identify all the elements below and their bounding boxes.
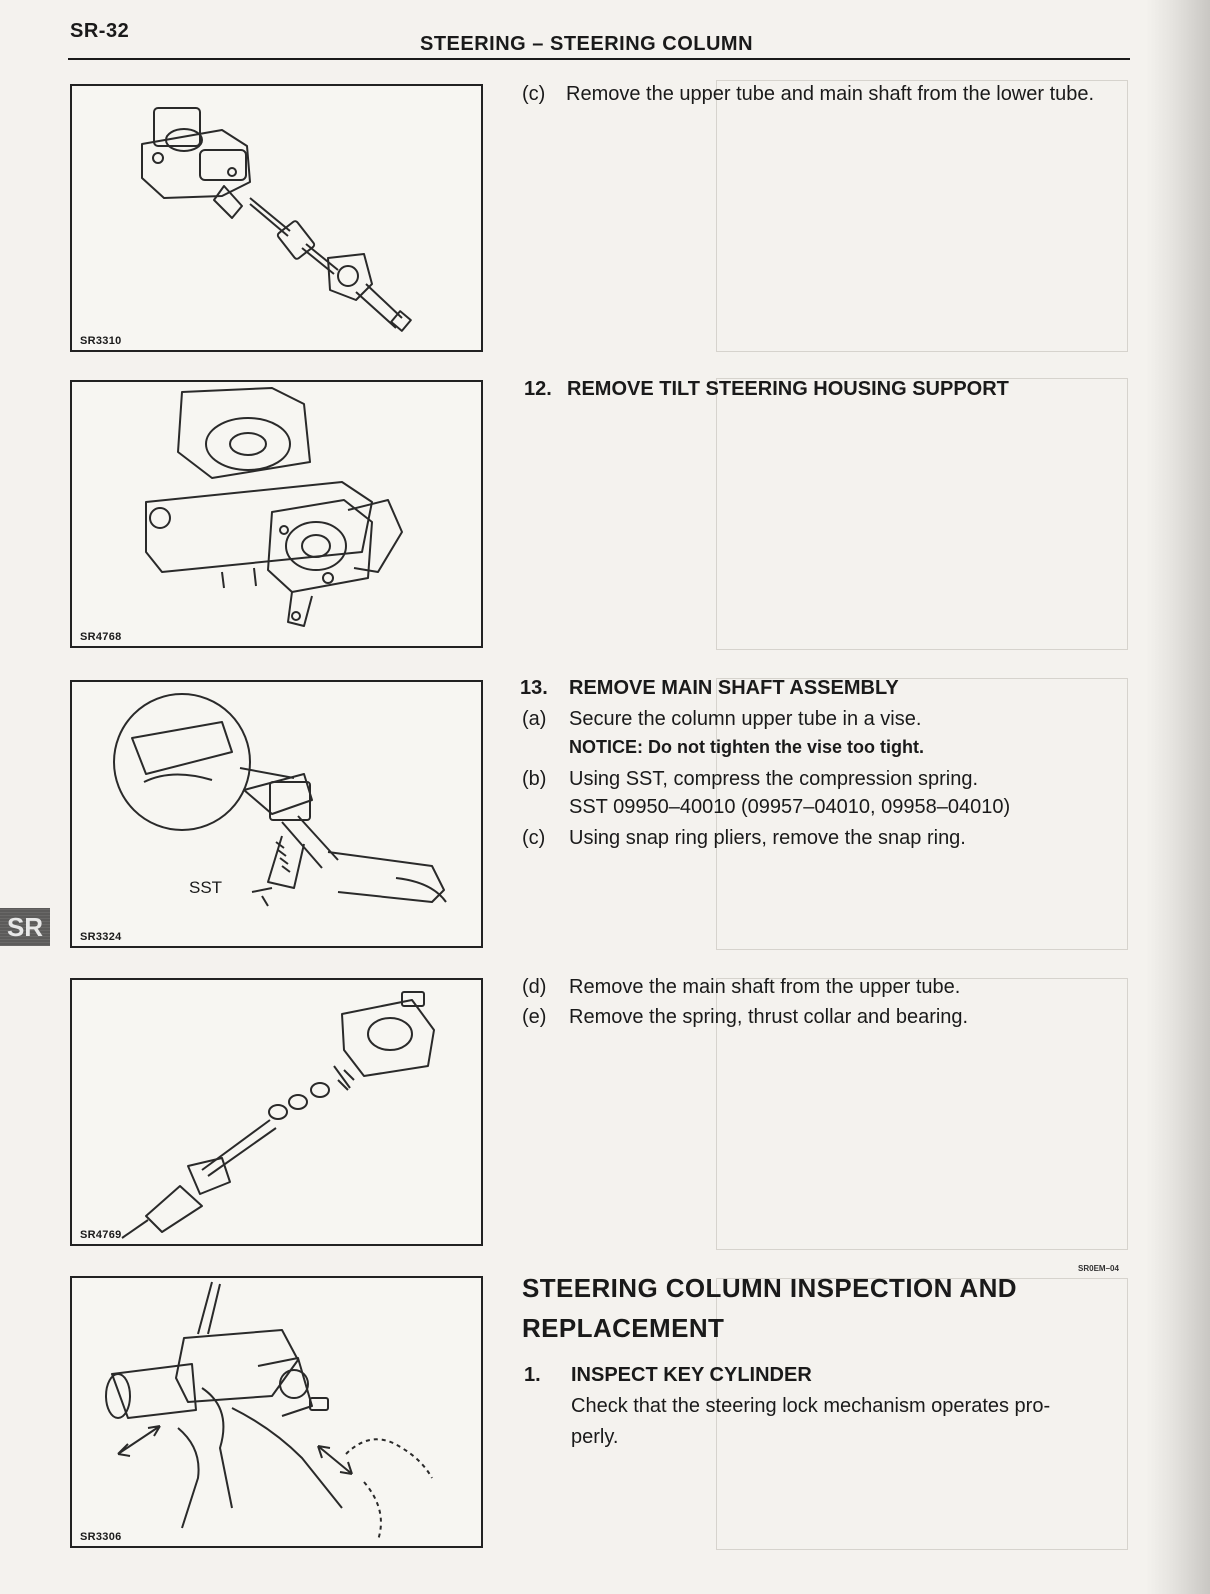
inspection-step-1-text-line-1: Check that the steering lock mechanism operates pro- (571, 1395, 1051, 1417)
step-13-number: 13. (520, 677, 548, 699)
section-title-line-1: STEERING COLUMN INSPECTION AND (522, 1273, 1017, 1303)
header-rule (68, 58, 1130, 60)
figure-code: SR3324 (80, 931, 122, 943)
figure-sr4768 (70, 380, 483, 648)
figure-code: SR4768 (80, 631, 122, 643)
substep-b-marker: (b) (522, 768, 547, 790)
figure-sr4769 (70, 978, 483, 1246)
section-title-line-2: REPLACEMENT (522, 1313, 725, 1343)
sst-callout-label: SST (189, 878, 223, 897)
substep-e-text: Remove the spring, thrust collar and bearing. (569, 1006, 969, 1028)
steering-column-upper-tube-removal-icon (72, 86, 481, 350)
compression-spring-snap-ring-icon (72, 682, 481, 946)
substep-d-text: Remove the main shaft from the upper tube. (569, 976, 961, 998)
running-head: STEERING – STEERING COLUMN (420, 33, 754, 55)
figure-sr3310 (70, 84, 483, 352)
inspection-step-1-number: 1. (524, 1364, 541, 1386)
step-12-title: REMOVE TILT STEERING HOUSING SUPPORT (567, 378, 1009, 400)
section-tab-sr: SR (0, 908, 50, 946)
figure-code: SR3306 (80, 1531, 122, 1543)
tilt-steering-housing-support-icon (72, 382, 481, 646)
step-c-marker: (c) (522, 83, 546, 105)
figure-code: SR4769 (80, 1229, 122, 1241)
inspection-step-1-title: INSPECT KEY CYLINDER (571, 1364, 812, 1386)
page-number: SR-32 (70, 20, 130, 42)
key-cylinder-inspection-icon (72, 1278, 481, 1546)
inspection-step-1-text-line-2: perly. (571, 1426, 619, 1448)
substep-a-text: Secure the column upper tube in a vise. (569, 708, 922, 730)
step-c-text: Remove the upper tube and main shaft from the lower tube. (566, 83, 1095, 105)
substep-d-marker: (d) (522, 976, 547, 998)
main-shaft-exploded-icon (72, 980, 481, 1244)
figure-code: SR3310 (80, 335, 122, 347)
section-reference-code: SR0EM–04 (1078, 1264, 1119, 1273)
substep-b-text: Using SST, compress the compression spring. (569, 768, 979, 790)
bleed-through-frame (716, 378, 1128, 650)
bleed-through-frame (716, 80, 1128, 352)
figure-sr3306 (70, 1276, 483, 1548)
substep-c-marker: (c) (522, 827, 546, 849)
substep-b-sst: SST 09950–40010 (09957–04010, 09958–04010) (569, 796, 1011, 818)
figure-sr3324 (70, 680, 483, 948)
substep-a-notice: NOTICE: Do not tighten the vise too tight. (569, 737, 924, 757)
step-12-number: 12. (524, 378, 552, 400)
substep-e-marker: (e) (522, 1006, 547, 1028)
substep-c-text: Using snap ring pliers, remove the snap ring. (569, 827, 966, 849)
page-edge-shadow (1146, 0, 1210, 1594)
step-13-title: REMOVE MAIN SHAFT ASSEMBLY (569, 677, 899, 699)
substep-a-marker: (a) (522, 708, 547, 730)
